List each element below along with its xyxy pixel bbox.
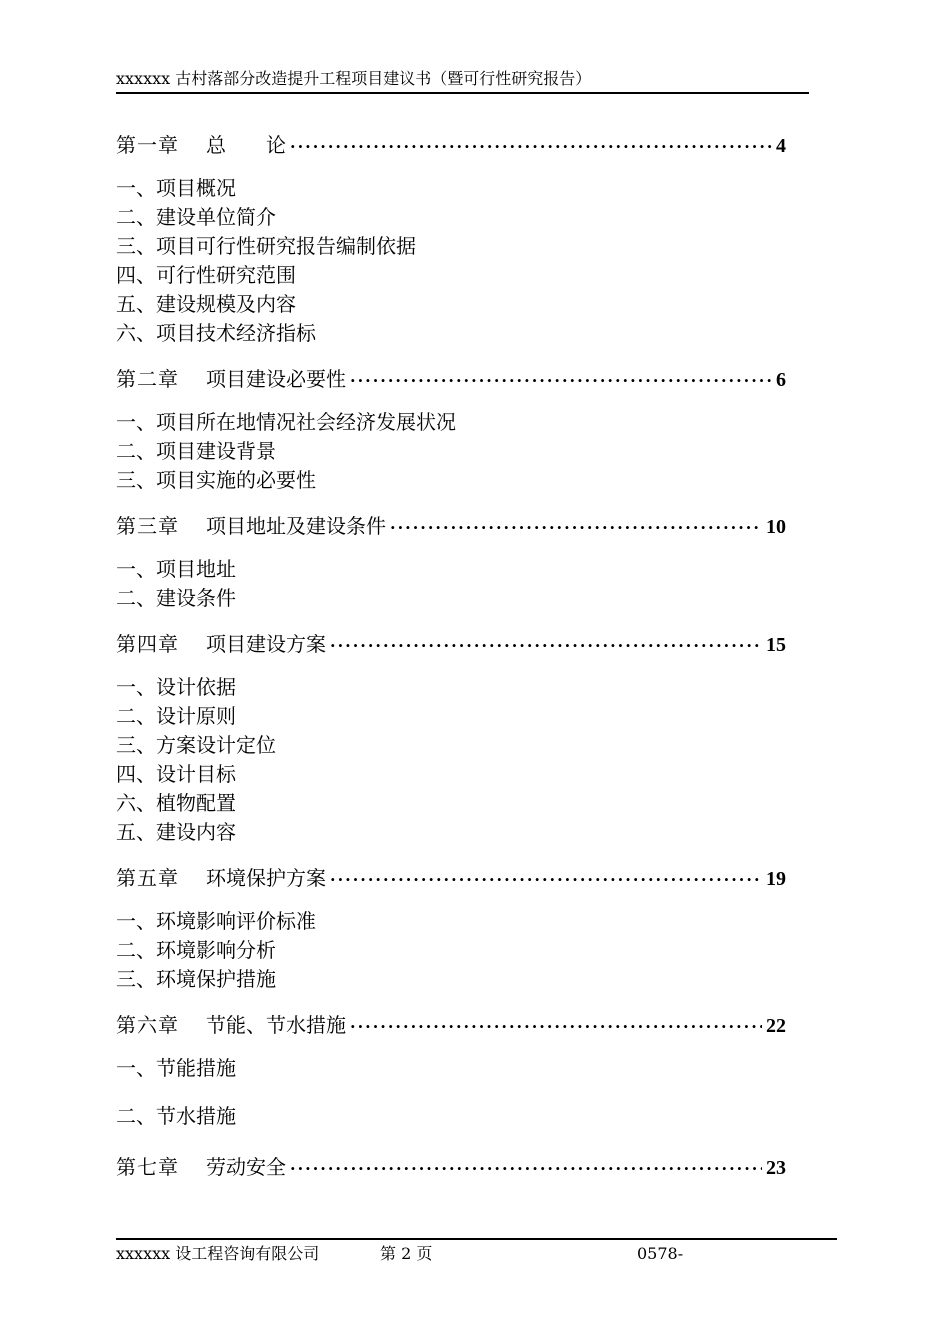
- chapter-number: 第六章: [116, 1013, 179, 1037]
- dot-leader: [350, 364, 772, 398]
- dot-leader: [290, 130, 772, 164]
- toc-section-list: [116, 408, 786, 495]
- toc-section-item[interactable]: 六、项目技术经济指标: [116, 321, 316, 345]
- chapter-title: 项目建设必要性: [206, 367, 346, 391]
- chapter-title: 项目建设方案: [206, 632, 326, 656]
- toc-section-item[interactable]: 二、建设条件: [116, 586, 236, 610]
- chapter-page-number: 23: [766, 1157, 786, 1179]
- toc-chapter-6[interactable]: [116, 1008, 786, 1042]
- footer-rule: [116, 1238, 837, 1240]
- toc-chapter-5[interactable]: [116, 861, 786, 895]
- table-of-contents: [116, 128, 786, 1184]
- chapter-number: 第四章: [116, 632, 179, 656]
- toc-chapter-3[interactable]: [116, 509, 786, 543]
- dot-leader: [390, 511, 762, 545]
- toc-section-item[interactable]: 一、设计依据: [116, 675, 236, 699]
- chapter-page-number: 19: [766, 868, 786, 890]
- chapter-page-number: 15: [766, 634, 786, 656]
- toc-section-list: [116, 174, 786, 348]
- toc-section-item[interactable]: 二、设计原则: [116, 704, 236, 728]
- dot-leader: [330, 629, 762, 663]
- dot-leader: [290, 1152, 762, 1186]
- footer-company: xxxxxx 设工程咨询有限公司: [116, 1244, 320, 1263]
- chapter-number: 第三章: [116, 514, 179, 538]
- chapter-title: 节能、节水措施: [206, 1013, 346, 1037]
- toc-section-list: [116, 673, 786, 847]
- toc-section-item[interactable]: 四、设计目标: [116, 762, 236, 786]
- chapter-title: 劳动安全: [206, 1155, 286, 1179]
- toc-chapter-2[interactable]: [116, 362, 786, 396]
- chapter-title: 项目地址及建设条件: [206, 514, 386, 538]
- chapter-number: 第七章: [116, 1155, 179, 1179]
- dot-leader: [350, 1010, 762, 1044]
- toc-section-item[interactable]: 一、节能措施: [116, 1056, 236, 1080]
- toc-section-item[interactable]: 三、项目可行性研究报告编制依据: [116, 234, 416, 258]
- toc-section-list: [116, 555, 786, 613]
- chapter-title: 环境保护方案: [206, 866, 326, 890]
- footer-phone: 0578-: [637, 1244, 684, 1263]
- toc-section-item[interactable]: 三、方案设计定位: [116, 733, 276, 757]
- toc-section-item[interactable]: 六、植物配置: [116, 791, 236, 815]
- running-header: xxxxxx 古村落部分改造提升工程项目建议书（暨可行性研究报告）: [116, 69, 592, 88]
- toc-section-item[interactable]: 二、环境影响分析: [116, 938, 276, 962]
- toc-section-item[interactable]: 三、项目实施的必要性: [116, 468, 316, 492]
- chapter-page-number: 6: [776, 369, 786, 391]
- toc-section-item[interactable]: 一、项目所在地情况社会经济发展状况: [116, 410, 456, 434]
- dot-leader: [330, 863, 762, 897]
- toc-section-item[interactable]: 五、建设内容: [116, 820, 236, 844]
- toc-section-item[interactable]: 一、项目地址: [116, 557, 236, 581]
- toc-section-list: [116, 1054, 786, 1131]
- toc-section-item[interactable]: 一、项目概况: [116, 176, 236, 200]
- chapter-number: 第五章: [116, 866, 179, 890]
- toc-section-item[interactable]: 三、环境保护措施: [116, 967, 276, 991]
- chapter-page-number: 10: [766, 516, 786, 538]
- toc-section-item[interactable]: 二、节水措施: [116, 1104, 236, 1128]
- chapter-number: 第二章: [116, 367, 179, 391]
- toc-section-list: [116, 907, 786, 994]
- toc-chapter-1[interactable]: [116, 128, 786, 162]
- header-rule: [116, 92, 809, 94]
- footer-page-number: 第 2 页: [380, 1244, 433, 1263]
- toc-section-item[interactable]: 二、建设单位简介: [116, 205, 276, 229]
- chapter-page-number: 22: [766, 1015, 786, 1037]
- toc-section-item[interactable]: 一、环境影响评价标准: [116, 909, 316, 933]
- chapter-title: 总 论: [206, 133, 286, 157]
- chapter-number: 第一章: [116, 133, 179, 157]
- toc-chapter-4[interactable]: [116, 627, 786, 661]
- toc-section-item[interactable]: 四、可行性研究范围: [116, 263, 296, 287]
- toc-chapter-7[interactable]: [116, 1150, 786, 1184]
- chapter-page-number: 4: [776, 135, 786, 157]
- toc-section-item[interactable]: 二、项目建设背景: [116, 439, 276, 463]
- toc-section-item[interactable]: 五、建设规模及内容: [116, 292, 296, 316]
